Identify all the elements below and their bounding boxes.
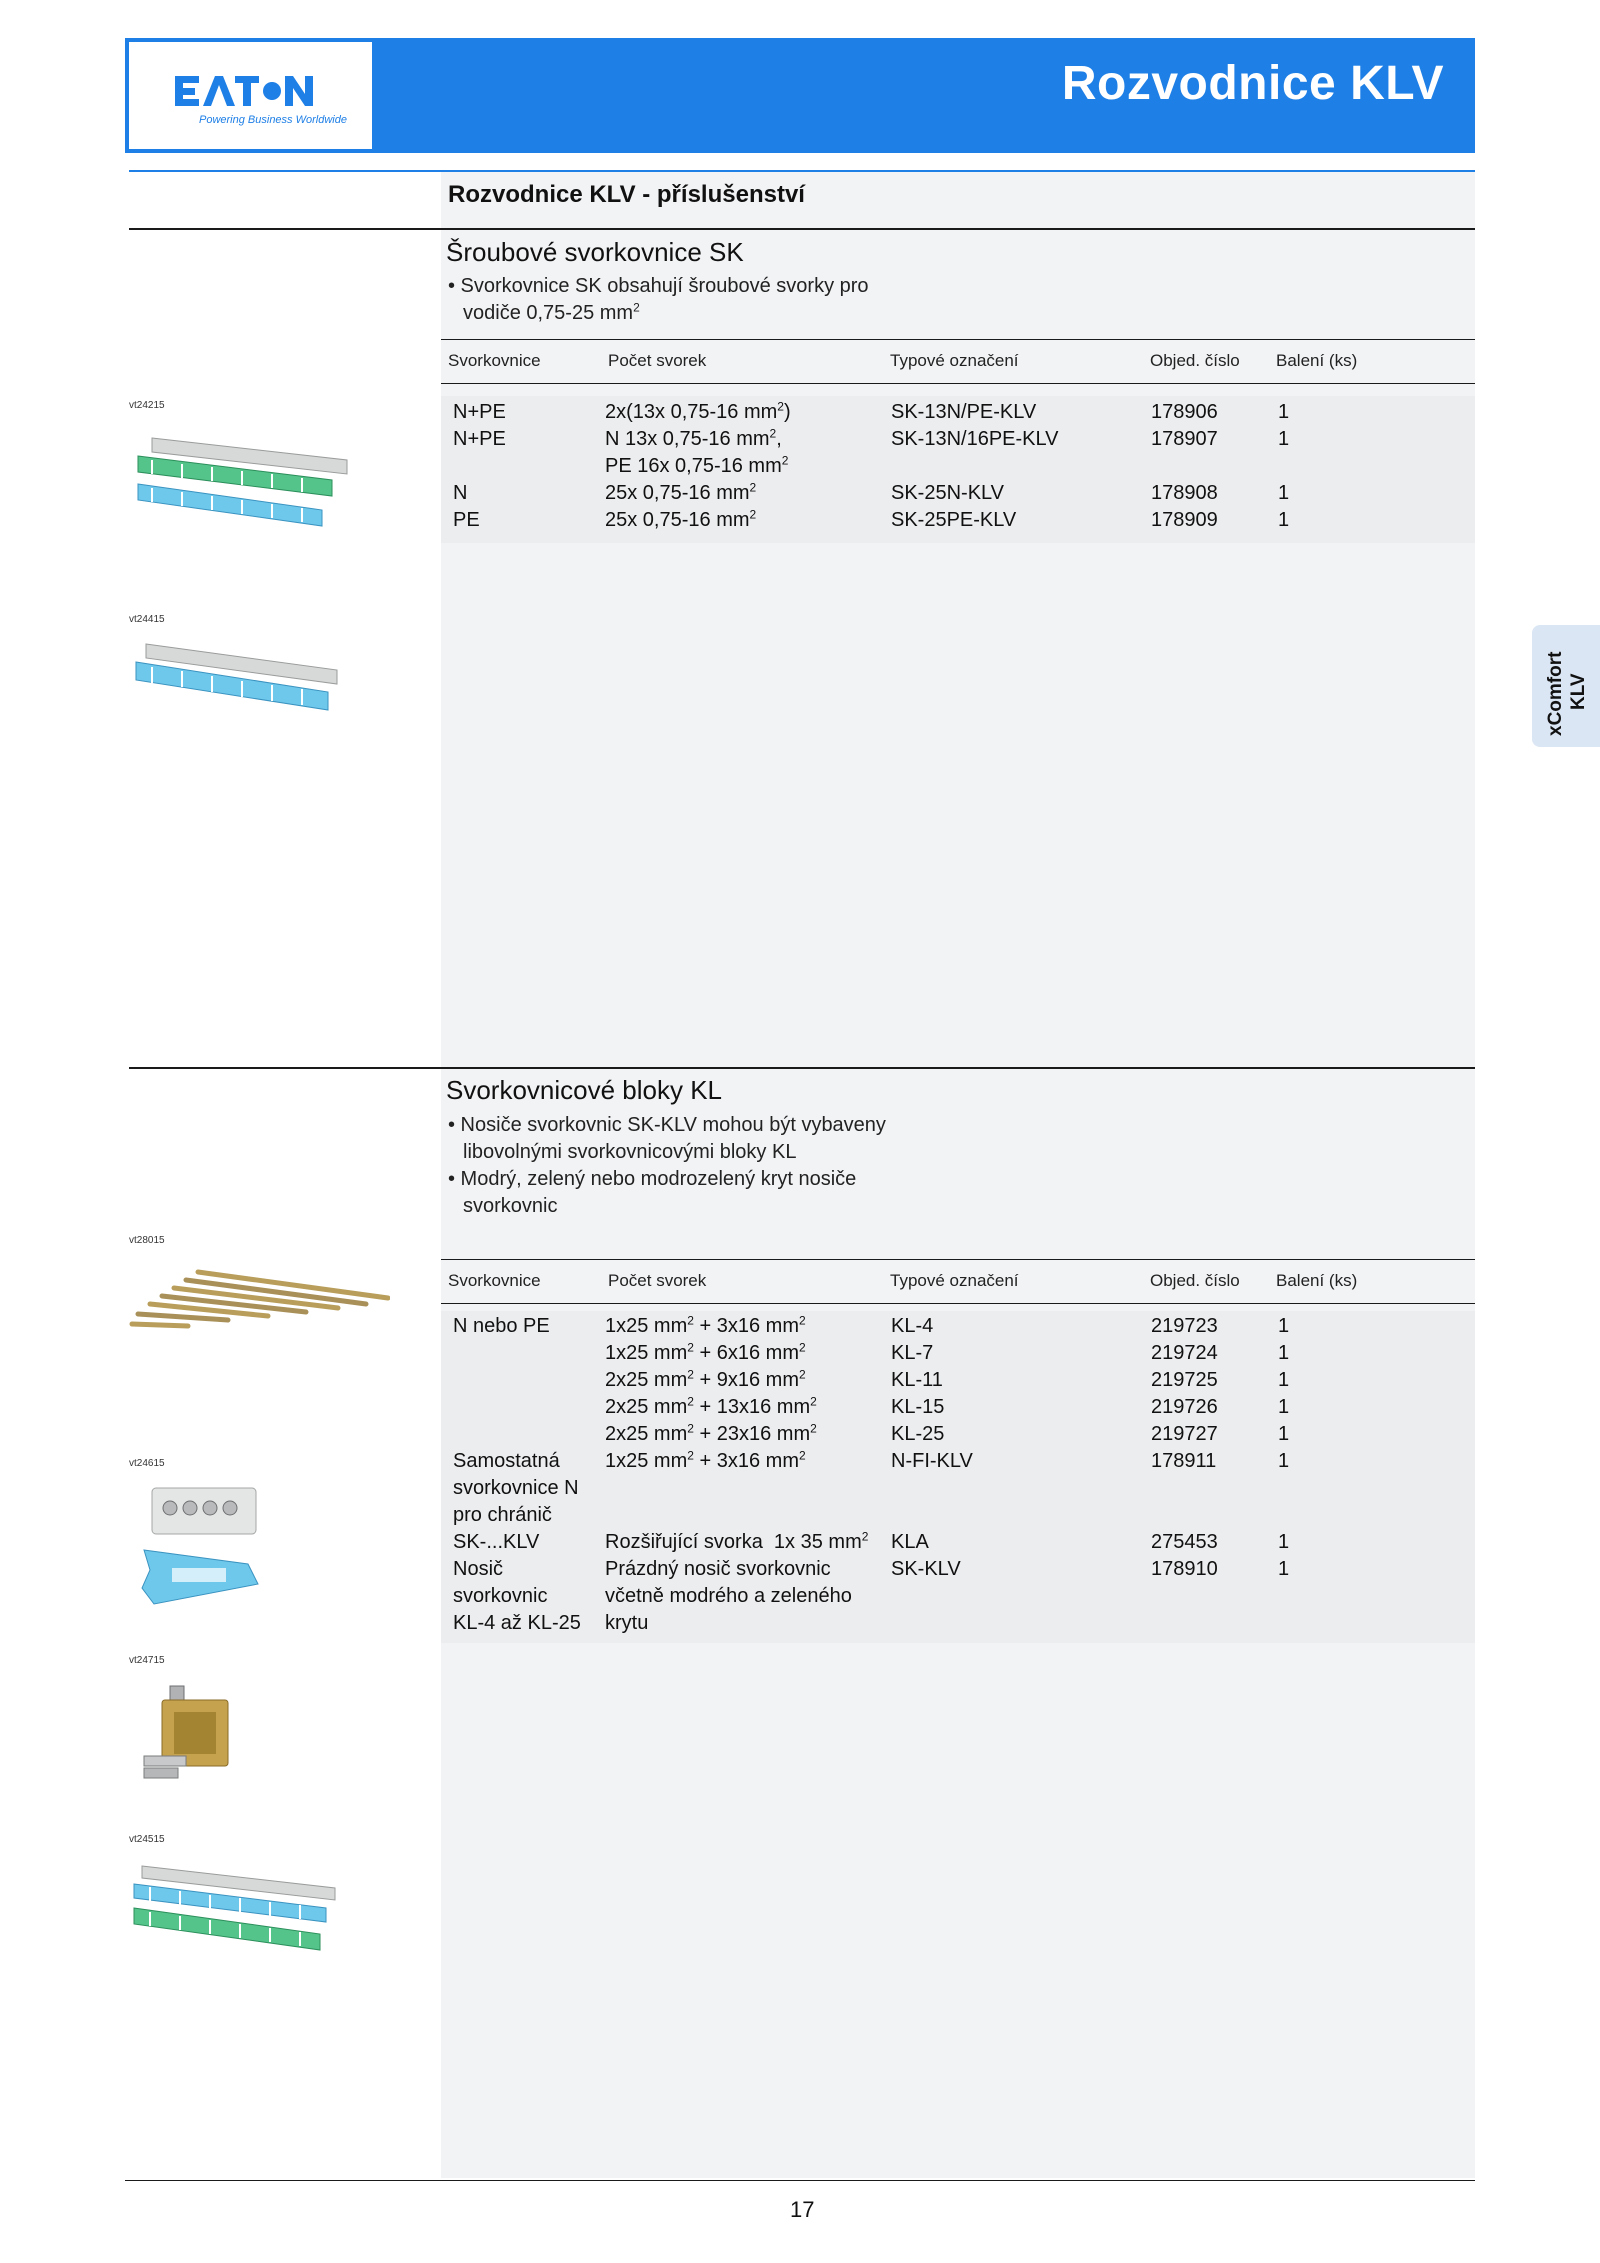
table-cell-svorkovnice: N nebo PE Samostatná svorkovnice N pro chránič SK-...KLV Nosič svorkovnic KL-4 až KL-25 (453, 1315, 581, 1634)
col-header-objed: Objed. číslo (1150, 1271, 1240, 1290)
logo-tagline: Powering Business Worldwide (199, 114, 347, 126)
eaton-logo-icon (129, 42, 372, 149)
image-code: vt28015 (129, 1235, 165, 1246)
table-rule (441, 383, 1475, 384)
table-cell-baleni: 1 1 1 1 (1278, 401, 1290, 531)
col-header-baleni: Balení (ks) (1276, 1271, 1358, 1290)
col-header-pocet: Počet svorek (608, 1271, 707, 1290)
kl-bullets: • Nosiče svorkovnic SK-KLV mohou být vybaveny libovolnými svorkovnicovými bloky KL • Modrý, zelený nebo modrozelený kryt nosiče svorkovnic (448, 1114, 886, 1217)
table-rule (441, 1259, 1475, 1260)
footer-rule (125, 2180, 1475, 2181)
page-title: Rozvodnice KLV (1061, 57, 1444, 110)
sk-heading: Šroubové svorkovnice SK (446, 237, 744, 267)
extension-clamp-image (140, 1676, 250, 1786)
image-code: vt24415 (129, 614, 165, 625)
col-header-baleni: Balení (ks) (1276, 351, 1358, 370)
svg-text:xComfort: xComfort (1545, 651, 1566, 736)
table-cell-objed: 178906 178907 178908 178909 (1151, 401, 1218, 531)
image-code: vt24215 (129, 400, 165, 411)
logo-box (129, 42, 372, 149)
terminal-strip-blue-image (132, 640, 342, 730)
table-rule (441, 1303, 1475, 1304)
image-code: vt24515 (129, 1834, 165, 1845)
table-cell-typ: KL-4 KL-7 KL-11 KL-15 KL-25 N-FI-KLV KLA SK-KLV (891, 1315, 973, 1580)
svg-text:KLV: KLV (1568, 673, 1589, 710)
col-header-pocet: Počet svorek (608, 351, 707, 370)
col-header-svorkovnice: Svorkovnice (448, 351, 541, 370)
terminal-bars-image (128, 1262, 390, 1342)
table-cell-objed: 219723 219724 219725 219726 219727 178911 275453 178910 (1151, 1315, 1218, 1580)
side-tab-label (1540, 636, 1592, 736)
sk-bullet: • Svorkovnice SK obsahují šroubové svorky pro vodiče 0,75-25 $mm^2$ (448, 275, 869, 324)
page-number: 17 (790, 2197, 815, 2222)
col-header-objed: Objed. číslo (1150, 351, 1240, 370)
col-header-typ: Typové označení (890, 1271, 1019, 1290)
terminal-carrier-image (130, 1860, 340, 1970)
kl-heading: Svorkovnicové bloky KL (446, 1075, 723, 1105)
col-header-svorkovnice: Svorkovnice (448, 1271, 541, 1290)
image-code: vt24615 (129, 1458, 165, 1469)
table-cell-pocet: 2x(13x 0,75-16 $mm^2$) N 13x 0,75-16 $mm^2$, PE 16x 0,75-16 $mm^2$ 25x 0,75-16 $mm^2$ 25x 0,75-16 $mm^2$ (605, 399, 791, 531)
section-title: Rozvodnice KLV - příslušenství (448, 181, 805, 208)
image-code: vt24715 (129, 1655, 165, 1666)
table-cell-pocet: 1x25 $mm^2 + 3x16$ $mm^2$ 1x25 $mm^2 + 6x16$ $mm^2$ 2x25 $mm^2 + 9x16$ $mm^2$ 2x25 $mm^2 + 13x16$ $mm^2$ 2x25 $mm^2 + 23x16$ $mm^2$ 1x25 $mm^2 + 3x16$ $mm^2$ Rozšiřující svorka 1x 35 $mm^2$ Prázdný nosič svorkovnic včetně modrého a zeleného krytu (605, 1313, 869, 1634)
terminal-strip-green-blue-image (132, 430, 352, 540)
table-rule (441, 339, 1475, 340)
table-cell-baleni: 1 1 1 1 1 1 1 1 (1278, 1315, 1290, 1580)
table-cell-typ: SK-13N/PE-KLV SK-13N/16PE-KLV SK-25N-KLV SK-25PE-KLV (891, 401, 1059, 531)
n-terminal-block-image (138, 1480, 268, 1610)
table-row: N+PE N+PE N PE (453, 401, 506, 531)
col-header-typ: Typové označení (890, 351, 1019, 370)
